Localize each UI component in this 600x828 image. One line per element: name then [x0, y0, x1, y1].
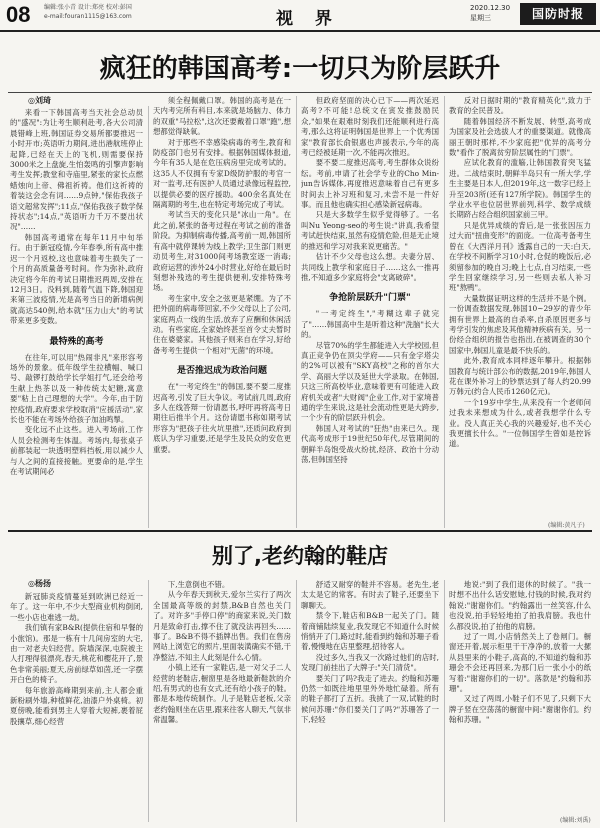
article-1-byline: ◎刘琦 [28, 96, 51, 105]
subheading: 争抢阶层跃升"门票" [329, 293, 411, 304]
paragraph: 小镇上还有一家鞋店,是一对父子二人经营的老鞋店,橱窗里是各地最新鞋款的介绍,有男式的也有女式,还有给小孩子的鞋。都是本地传统制作。儿子是鞋店老板,父亲老约翰则坐在店里,跟来往客人聊天,气氛非常温馨。 [153, 663, 291, 725]
paragraph: 韩国高考通常在每年11月中旬举行。由于新冠疫情,今年春季,所有高中推迟一个月返校,这也意味着考生损失了一个月的高质量备考时间。作为弥补,政府决定将今年的考试日期推迟两周,安排在12月3日。没料到,随着气温下降,韩国迎来第三波疫情,光是高考当日的新增病例就高达540例,给本就"压力山大"的考试带来更多变数。 [10, 232, 143, 326]
paragraph: 但政府坚面的决心已下——两次延迟高考?不可能!总统文在寅发推鼓励民众,"如果在艰难时刻我们还能顺利进行高考,那么这将证明韩国是世界上一个优秀国家"教育部长俞银惠也声援表示,今年的高考已经被延期一次,不能再次推迟。 [301, 96, 439, 158]
article-2-column-1 [10, 592, 143, 822]
paragraph: 下,生意倒也不错。 [167, 580, 230, 589]
editors-line: 编辑:张小青 设计:郑亮 校对:彭国 [44, 4, 132, 11]
paragraph: 只是大多数学生似乎觉得够了。一名叫Nu Yeong-seo的考生说:"讲真,我希望考试赶快结束,虽然有疫情危险,但是无止境的推迟和学习对我来说更痛苦。" [301, 210, 439, 251]
article-1-column-3 [301, 96, 439, 528]
paragraph: 大量数据证明这样的生活并不是个例。一份调查数据发现,韩国10~29岁的青少年拥有世界上最高的自杀率,自杀原因更多与考学引发的焦虑及其他精神疾病有关。另一份经合组织的报告也指出,在被调查的30个国家中,韩国儿童是最不快乐的。 [449, 293, 591, 355]
paragraph: 地说:"到了我们退休的时候了。"我一时想不出什么话安慰她,付钱的时候,我对约翰说:"谢谢你们。"约翰露出一丝笑容,什么也没说,拍手轻轻地拍了拍我肩膀。我也什么都没说,拍了拍他的肩膀。 [449, 580, 591, 631]
paragraph: 须全程佩戴口罩。韩国的高考是在一天内考完所有科目,本来就是场脑力、体力的双重"马拉松",这次还要戴着口罩"跑",想想都觉得缺氧。 [153, 96, 291, 137]
article-2-column-3 [301, 580, 439, 822]
page-header [0, 0, 600, 32]
article-1-column-1 [10, 108, 143, 528]
paragraph: 每年旅游高峰期到来前,主人都会重新粉刷外墙,种植鲜花,油漆户外桌椅。初夏傍晚,能看到男主人穿着大短裤,裹着屁股攘草,细心经营 [10, 685, 143, 726]
paragraph: 尽管70%的学生都能进入大学校园,但真正竞争仍在顶尖学府——只有金字塔尖的2%可以被有"SKY高校"之称的首尔大学、高丽大学以及延世大学录取。在韩国,只这三所高校毕业,意味着更有可能进入政府机关或者"大财阀"企业工作,对于家境普通的学生来说,这是社会流动性更是大跨步,一个少有的阶层跃升机会。 [301, 340, 439, 423]
paragraph: 没过多久,当我又一次路过他们的店时,发现门前挂出了大牌子:"关门清货"。 [301, 652, 439, 673]
paragraph: 舒适又耐穿的鞋并不容易。老先生,老太太是它的常客。有时去了鞋子,还要坐下聊聊天。 [301, 580, 439, 610]
paragraph: 一个19岁中学生,从来没有一个老师问过我未来想成为什么,或者我想学什么专业。没人真正关心我的兴趣爱好,也不关心我更擅长什么。"一位韩国学生曾如是控诉道。 [449, 397, 591, 449]
paragraph: 对于那些不幸感染病毒的考生,教育和防疫部门也另有安排。根据韩国媒体报道,今年有35人是在危压病房里完成考试的。这35人不仅拥有专家D级防护服的考官一对一监考,还有医护人员通过录像远程监控,以提供必要的医疗援助。400余名真处在隔离期的考生,也在特定考场完成了考试。 [153, 137, 291, 210]
issue-weekday: 星期三 [470, 14, 491, 22]
subheading: 最特殊的高考 [49, 336, 104, 347]
paragraph: 估计不少父母也这么想。夫妻分居、共同线上教学和家庭日子……这么一推再推,不知道多少家庭将会"支离破碎"。 [301, 252, 439, 282]
editor-note: (编辑:黄凡子) [548, 522, 585, 529]
article-1-title: 疯狂的韩国高考:一切只为阶层跃升 [99, 54, 501, 84]
column-divider [148, 580, 149, 822]
article-2-column-2 [153, 580, 291, 822]
paragraph: 又过了两周,小鞋子们不见了,只剩下大牌子竖在空荡荡的橱窗中间:"谢谢你们。约翰和苏珊。" [449, 694, 591, 725]
column-divider [296, 580, 297, 822]
editor-info [44, 3, 184, 21]
issue-date: 2020.12.30 [470, 4, 511, 12]
masthead-logo: 国防时报 [520, 3, 596, 25]
column-divider [148, 106, 149, 528]
email-line: e-mail:fouran1115@163.com [44, 13, 132, 20]
section-title: 视 界 [276, 9, 340, 29]
article-1-column-2 [153, 96, 291, 528]
subheading: 是否推迟成为政治问题 [176, 366, 267, 377]
paragraph: 反对日据时期的"教育精英化",致力于教育的全民普及。 [449, 96, 591, 116]
paragraph: 在往年,可以用"热闹非凡"来形容考场外的景象。低年级学生拉横幅、喊口号、敲锣打鼓给学长学姐打气,还会给考生献上热茶以及一种传统太妃糖,寓意要"粘上自己理想的大学"。今年,由于防控疫情,政府要求学校取消"应援活动",家长也不能在考场外给孩子加油鸣掣。 [10, 352, 143, 424]
article-2-byline: ◎杨扬 [28, 579, 51, 588]
paragraph: 我们镇有家B&R(提供住宿和早餐的小旅馆)。那是一栋有十几间房室的大宅,由一对老夫妇经营。院墙深深,屯院被主人打理得很漂亮,春天,桃花和樱花开了,景色非常美丽;夏天,房前绿草如茵,还一字摆开白色的椅子。 [10, 623, 143, 685]
story-divider [8, 530, 592, 532]
paragraph: 此外,教育成本同样逐年攀升。根据韩国教育与统计部公布的数据,2019年,韩国人花在课外补习上的钞票达到了每人约20.99万韩元(约合人民币1260亿元)。 [449, 356, 591, 397]
column-divider [444, 96, 445, 528]
paragraph: 从今年春天到秋天,爱尔兰实行了两次全国最高等级的封禁,B&B自然也关门了。对许多"手停口停"的商家来说,关门数月是致命打击,撑不住了就没法再回头……事了。B&B不得不插牌出售。我们在售房网站上浏览它的照片,里面装潢确实不错,干净整洁,不知主人此刻是什么心情。 [153, 590, 291, 662]
page-number: 08 [6, 2, 31, 27]
article-1-column-4 [449, 96, 591, 520]
paragraph: 禁令下,鞋店和B&B一起关了门。随着商铺陆续复业,我发现它不知道什么时候悄悄开了门,路过时,能看到约翰和苏珊子看着,慢慢地在店里整理,招待客人。 [301, 611, 439, 652]
paragraph: 考生家中,安全之弦更是紧绷。为了不把外面的病毒带回家,不少父母以上了公司,家庭两点一线的生活,放弃了应酬和休闲活动。有些家庭,全家始终甚至首令丈夫暂时住在婆婆家。其他孩子则来自在学习,好给备考考生提供一个相对"无菌"的环境。 [153, 293, 291, 355]
paragraph: 随着韩国经济不断发展、转型,高考成为国家及社会选拔人才的重要渠道。就像高丽王朝时那样,不少家庭把"优异的高考分数"看作了脱离贫穷阶层属性的"门票"。 [449, 116, 591, 158]
paragraph: 应试化教育的滥觞,让韩国教育突飞猛进。二战结束时,朝鲜半岛只有一所大学,学生主要是日本人,但2019年,这一数字已经上升至203所(还有127所学院)。韩国学生的学业水平也位居世界前列,科学、数学成绩长期跻占经合组织国家前三甲。 [449, 158, 591, 220]
paragraph: 考试当天的变化只是"冰山一角"。在此之前,紧张的备考过程在考试之前的准备阶段。为抑制病毒传播,高考前一周,韩国所有高中就停课转为线上教学;卫生部门则更动员考生,对31000间考场教室逐一消毒;政府运营的涉外24小时营业,好给在最后时刻想补残选的考生提供便利,安排特殊考场。 [153, 210, 291, 293]
paragraph: 来看一下韩国高考当天社会总动员的"盛况":为让考生顺利赴考,各大公司清晨错峰上班,韩国证券交易所都要推迟一小时开市;英语听力期间,进出港航班停止起降,已经在天上的飞机,则需要保持3000米之上盘旋,生怕轰鸣的引擎声影响考生发挥;教堂和寺庙里,紧张的家长点燃蜡烛向上帝、佛祖祈祷。他们这祈祷的着装这会念有词……9点钟,"保佑我孩子语文超常发挥";11点,"保佑我孩子数学保持状态";14点,"英语听力千万不要出状况"…… [10, 108, 143, 232]
paragraph: 要关门了吗?我走了进去。约翰和苏珊仍然一如既往地里里外外地忙碌着。所有的鞋子都打了五折。我挑了一双,试鞋的时候问苏珊:"你们要关门了吗?"苏珊答了一下,轻轻 [301, 673, 439, 725]
column-divider [444, 580, 445, 822]
paragraph: 在"一考定终生"的韩国,要不要二度推迟高考,引发了巨大争议。考试前几周,政府多人在线答辩一份请愿书,呼吁再将高考日期往后推半个月。这份请愿书称如期考试形容为"把孩子往火坑里推",还质问政府到底认为学习重要,还是学生及民众的安危更重要。 [153, 382, 291, 454]
article-2-column-4 [449, 580, 591, 812]
paragraph: 过了一周,小店悄然关上了卷闸门。橱窗还开着,展示柜里干干净净的,放着一大摞从县里来的小鞋子,高高的,不知道约翰和苏珊会不会还再回来,为那门后一张小小的纸写着:"谢谢你们的一切"。落款是"约翰和苏珊"。 [449, 632, 591, 694]
paragraph: 变化远不止这些。进入考场前,工作人员会检测考生体温。考场内,每张桌子前都装起一块透明塑料挡板,用以减少人与人之间的直接接触。更要命的是,学生在考试期间必 [10, 425, 143, 476]
editor-note: (编辑:刘禹) [560, 817, 591, 824]
title-divider [8, 92, 592, 93]
paragraph: 要不要二度推迟高考,考生群体众说纷纭。考前,申请了社会学专业的Cho Min-jun告诉媒体,再度推迟意味着自己有更多时间去上补习班和复习,未尝不是一件好事。而且他也确实担心感染新冠病毒。 [301, 158, 439, 210]
date-block [470, 3, 510, 23]
paragraph: "一考定终生","考糊这辈子就完了"……韩国高中生是听着这种"洗脑"长大的。 [301, 309, 439, 340]
paragraph: 韩国人对考试的"狂热"由来已久。现代高考成形于19世纪50年代,尽管期间的朝鲜半岛饱受战火纷扰,经济、政治十分动荡,但韩国坚持 [301, 423, 439, 464]
column-divider [296, 96, 297, 528]
paragraph: 只是优异成绩的背后,是一张张因压力过大而"扭曲变形"的面庞。一位高考备考生曾在《大西洋月刊》透露自己的一天:白天,在学校不间断学习10小时,仓促的晚饭后,必须留参加的晚自习;晚上七点,自习结束,一些学生回家继续学习,另一些则去私人补习班"熬鸭"。 [449, 220, 591, 293]
paragraph: 新冠肺炎疫情蔓延到欧洲已经近一年了。这一年中,不少大型商业机构倒闭,一些小店也难逃一劫。 [10, 592, 143, 622]
article-2-title: 别了,老约翰的鞋店 [212, 544, 388, 568]
